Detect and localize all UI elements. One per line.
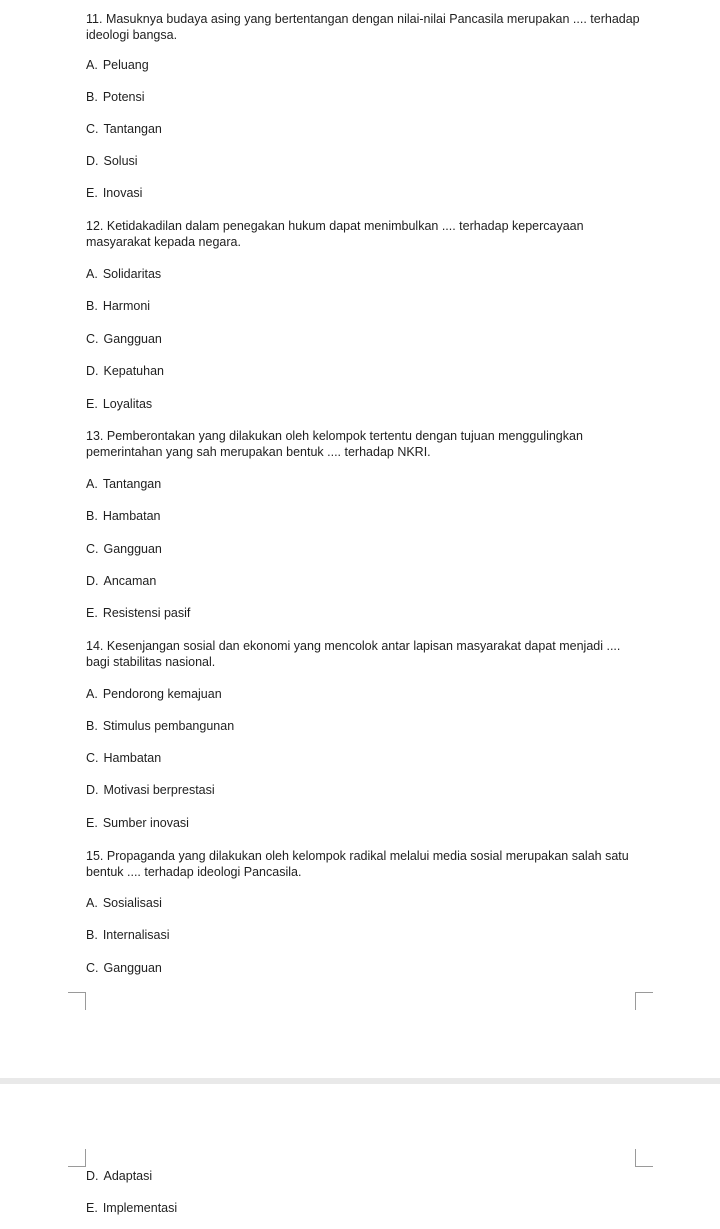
question-15-option-b: B. Internalisasi: [86, 928, 170, 942]
question-11-option-c: C. Tantangan: [86, 122, 162, 136]
question-13-number: 13.: [86, 429, 104, 443]
question-13-option-a: A. Tantangan: [86, 477, 162, 491]
question-12-stem: Ketidakadilan dalam penegakan hukum dapat menimbulkan .... terhadap kepercayaan masyarakat kepada negara.: [86, 219, 584, 249]
question-12-option-b: B. Harmoni: [86, 299, 151, 313]
question-12-option-d: D. Kepatuhan: [86, 364, 164, 378]
question-13-text: [86, 428, 646, 460]
question-11-number: 11.: [86, 12, 103, 26]
question-12-option-e: E. Loyalitas: [86, 397, 153, 411]
question-11-stem: Masuknya budaya asing yang bertentangan dengan nilai-nilai Pancasila merupakan .... terhadap ideologi bangsa.: [86, 12, 640, 42]
question-14-option-b: B. Stimulus pembangunan: [86, 719, 235, 733]
question-13-option-b: B. Hambatan: [86, 509, 161, 523]
question-11-option-e: E. Inovasi: [86, 186, 143, 200]
question-13-option-c: C. Gangguan: [86, 542, 162, 556]
question-15-number: 15.: [86, 849, 104, 863]
margin-corner-mark: [635, 992, 653, 1010]
question-15-option-d: D. Adaptasi: [86, 1169, 153, 1183]
question-14-option-a: A. Pendorong kemajuan: [86, 687, 222, 701]
question-14-text: [86, 638, 646, 670]
question-13-option-d: D. Ancaman: [86, 574, 157, 588]
question-13-option-e: E. Resistensi pasif: [86, 606, 191, 620]
question-15-option-a: A. Sosialisasi: [86, 896, 162, 910]
question-14-option-e: E. Sumber inovasi: [86, 816, 189, 830]
question-14-stem: Kesenjangan sosial dan ekonomi yang mencolok antar lapisan masyarakat dapat menjadi .... bagi stabilitas nasional.: [86, 639, 621, 669]
margin-corner-mark: [68, 992, 86, 1010]
question-12-number: 12.: [86, 219, 104, 233]
question-11-text: [86, 11, 646, 43]
margin-corner-mark: [635, 1149, 653, 1167]
question-11-option-d: D. Solusi: [86, 154, 138, 168]
question-14-option-d: D. Motivasi berprestasi: [86, 783, 215, 797]
question-12-text: [86, 218, 646, 250]
question-11-option-a: A. Peluang: [86, 58, 149, 72]
margin-corner-mark: [68, 1149, 86, 1167]
question-15-option-e: E. Implementasi: [86, 1201, 178, 1215]
question-11-option-b: B. Potensi: [86, 90, 145, 104]
question-15-stem: Propaganda yang dilakukan oleh kelompok radikal melalui media sosial merupakan salah satu bentuk .... terhadap ideologi Pancasila.: [86, 849, 629, 879]
question-13-stem: Pemberontakan yang dilakukan oleh kelompok tertentu dengan tujuan menggulingkan pemerintahan yang sah merupakan bentuk .... terhadap NKRI.: [86, 429, 583, 459]
question-12-option-a: A. Solidaritas: [86, 267, 162, 281]
question-12-option-c: C. Gangguan: [86, 332, 162, 346]
question-14-option-c: C. Hambatan: [86, 751, 162, 765]
question-15-option-c: C. Gangguan: [86, 961, 162, 975]
question-14-number: 14.: [86, 639, 104, 653]
question-15-text: [86, 848, 646, 880]
